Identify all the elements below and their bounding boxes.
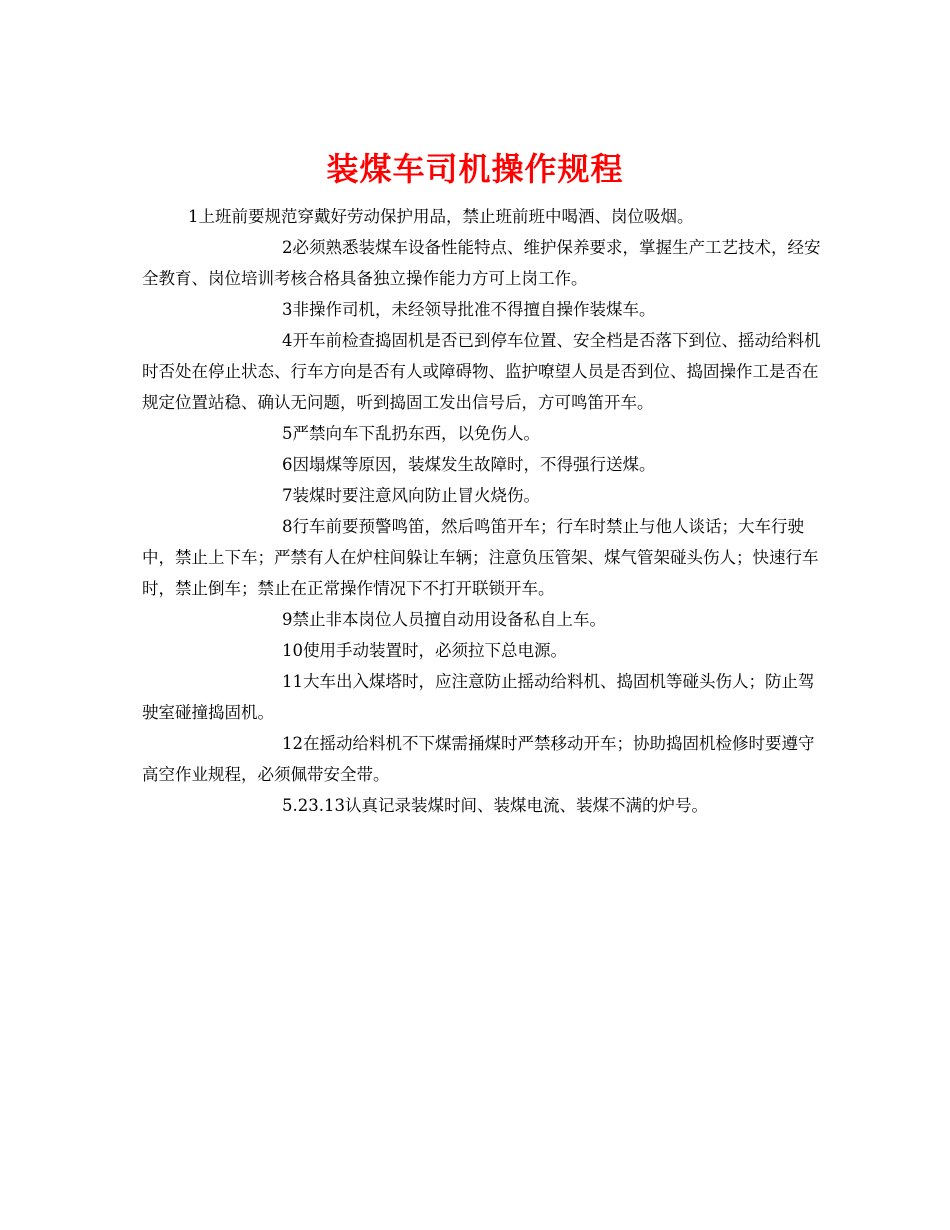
document-title: 装煤车司机操作规程 [326, 150, 624, 189]
rule-paragraph-1: 1上班前要规范穿戴好劳动保护用品，禁止班前班中喝酒、岗位吸烟。 [188, 207, 694, 226]
rule-paragraph-13: 5.23.13认真记录装煤时间、装煤电流、装煤不满的炉号。 [282, 796, 708, 815]
rule-paragraph-6: 6因塌煤等原因，装煤发生故障时，不得强行送煤。 [282, 455, 656, 474]
rule-paragraph-3: 3非操作司机，未经领导批准不得擅自操作装煤车。 [282, 300, 656, 319]
rule-paragraph-7: 7装煤时要注意风向防止冒火烧伤。 [282, 486, 540, 505]
rule-paragraph-4: 4开车前检查捣固机是否已到停车位置、安全档是否落下到位、摇动给料机时否处在停止状态、行车方向是否有人或障碍物、监护嘹望人员是否到位、捣固操作工是否在规定位置站稳、确认无问题，听到捣固工发出信号后，方可鸣笛开车。 [142, 331, 821, 412]
rule-paragraph-5: 5严禁向车下乱扔东西，以免伤人。 [282, 424, 540, 443]
document-body [142, 201, 822, 821]
rule-paragraph-10: 10使用手动装置时，必须拉下总电源。 [282, 641, 567, 660]
rule-paragraph-9: 9禁止非本岗位人员擅自动用设备私自上车。 [282, 610, 606, 629]
rule-paragraph-12: 12在摇动给料机不下煤需捅煤时严禁移动开车；协助捣固机检修时要遵守高空作业规程，必须佩带安全带。 [142, 734, 815, 784]
rule-paragraph-11: 11大车出入煤塔时，应注意防止摇动给料机、捣固机等碰头伤人；防止驾驶室碰撞捣固机。 [142, 672, 815, 722]
rule-paragraph-8: 8行车前要预警鸣笛，然后鸣笛开车；行车时禁止与他人谈话；大车行驶中，禁止上下车；严禁有人在炉柱间躲让车辆；注意负压管架、煤气管架碰头伤人；快速行车时，禁止倒车；禁止在正常操作情况下不打开联锁开车。 [142, 517, 819, 598]
rule-paragraph-2: 2必须熟悉装煤车设备性能特点、维护保养要求，掌握生产工艺技术，经安全教育、岗位培训考核合格具备独立操作能力方可上岗工作。 [142, 238, 821, 288]
